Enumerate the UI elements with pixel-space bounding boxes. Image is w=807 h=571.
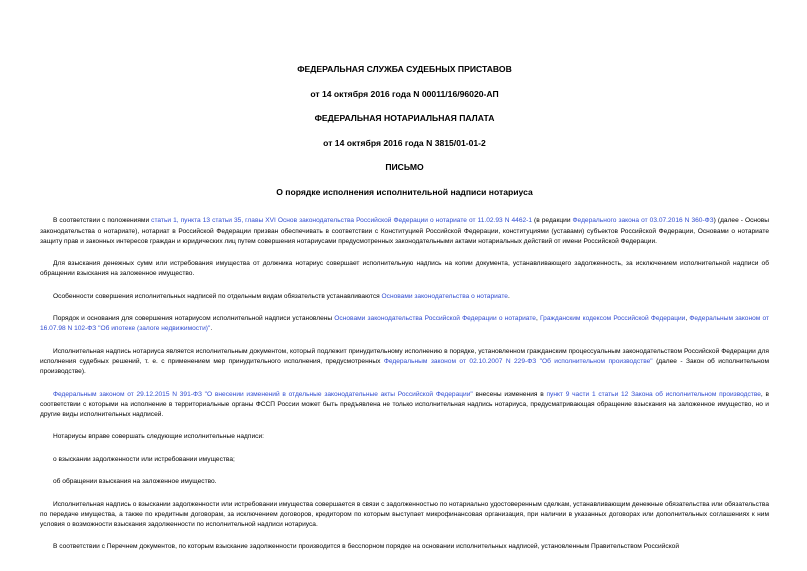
- paragraph-text: ,: [535, 315, 540, 323]
- paragraph-text: , в соответствии с которыми на исполнение в территориальные органы ФССП России может быть предъявлена не только исполнительная надпись нотариуса, предусматривающая обращение взыскания на заложенное имущество, но и другие виды исполнительных надписей.: [40, 390, 769, 418]
- paragraph: [40, 292, 769, 302]
- paragraph-text: Исполнительная надпись нотариуса является исполнительным документом, который подлежит принудительному исполнению в порядке, установленном гражданским процессуальным законодательством Российской Федерации для исполнения судебных решений, т. е. с применением мер принудительного исполнения, предусмотренных: [40, 347, 769, 365]
- paragraph-text: Исполнительная надпись о взыскании задолженности или истребовании имущества совершается в связи с задолженностью по нотариально удостоверенным сделкам, устанавливающим денежные обязательства или обязательства по передаче имущества, а также по кредитным договорам, за исключением договоров, кредитором по которым выступает микрофинансовая организация, при наличии в указанных договорах или дополнительных соглашениях к ним условия о возможности взыскания задолженности по исполнительной надписи нотариуса.: [40, 500, 769, 528]
- paragraph-text: ) (далее - Основы законодательства о нотариате), нотариат в Российской Федерации призван обеспечивать в соответствии с Конституцией Российской Федерации, конституциями (уставами) субъектов Российской Федерации, Основами о нотариате защиту прав и законных интересов граждан и юридических лиц путем совершения нотариусами предусмотренных законодательными актами нотариальных действий от имени Российской Федерации.: [40, 217, 769, 245]
- paragraph: [40, 259, 769, 279]
- paragraph: [40, 314, 769, 334]
- header-doc-type: ПИСЬМО: [385, 162, 424, 173]
- paragraph-text: Для взыскания денежных сумм или истребования имущества от должника нотариус совершает исполнительную надпись на копии документа, устанавливающего задолженность, за исключением исполнительной надписи об обращении взыскания на заложенное имущество.: [40, 260, 769, 278]
- header-agency-1: ФЕДЕРАЛЬНАЯ СЛУЖБА СУДЕБНЫХ ПРИСТАВОВ: [297, 64, 512, 74]
- paragraph: [40, 500, 769, 531]
- paragraph: [40, 390, 769, 421]
- paragraph: [40, 347, 769, 378]
- paragraph-text: Нотариусы вправе совершать следующие исполнительные надписи:: [53, 433, 264, 441]
- paragraph-text: Порядок и основания для совершения нотариусом исполнительной надписи установлены: [53, 315, 335, 323]
- document-header: [40, 64, 769, 173]
- header-date-2: от 14 октября 2016 года N 3815/01-01-2: [323, 137, 486, 148]
- paragraph-text: В соответствии с Перечнем документов, по которым взыскание задолженности производится в бесспорном порядке на основании исполнительных надписей, установленным Правительством Российской: [53, 543, 680, 551]
- law-reference-link[interactable]: пункт 9 части 1 статьи 12 Закона об исполнительном производстве: [546, 390, 761, 398]
- law-reference-link[interactable]: Основами законодательства о нотариате: [381, 292, 508, 300]
- paragraph: [40, 455, 769, 465]
- paragraph: [40, 432, 769, 442]
- law-reference-link[interactable]: статьи 1, пункта 13 статьи 35, главы XVI Основ законодательства Российской Федерации о нотариате от 11.02.93 N 4462-1: [151, 217, 533, 225]
- paragraph-text: ,: [685, 315, 690, 323]
- header-agency-2: ФЕДЕРАЛЬНАЯ НОТАРИАЛЬНАЯ ПАЛАТА: [314, 113, 495, 124]
- paragraph-text: об обращении взыскания на заложенное имущество.: [53, 478, 217, 486]
- law-reference-link[interactable]: Федеральным законом от 29.12.2015 N 391-ФЗ "О внесении изменений в отдельные законодательные акты Российской Федерации": [53, 390, 473, 398]
- header-date-1: от 14 октября 2016 года N 00011/16/96020-АП: [310, 88, 499, 99]
- paragraph-text: .: [210, 325, 213, 333]
- document-subject: О порядке исполнения исполнительной надписи нотариуса: [276, 187, 533, 198]
- paragraph-text: Особенности совершения исполнительных надписей по отдельным видам обязательств устанавливаются: [53, 292, 382, 300]
- law-reference-link[interactable]: Федерального закона от 03.07.2016 N 360-ФЗ: [572, 217, 714, 225]
- law-reference-link[interactable]: Гражданским кодексом Российской Федерации: [539, 315, 686, 323]
- paragraph-text: о взыскании задолженности или истребовании имущества;: [53, 455, 235, 463]
- paragraph-text: .: [507, 292, 510, 300]
- law-reference-link[interactable]: Основами законодательства Российской Федерации о нотариате: [334, 315, 536, 323]
- paragraph: [40, 542, 769, 552]
- paragraph-text: (далее - Закон об исполнительном производстве).: [40, 357, 769, 376]
- law-reference-link[interactable]: Федеральным законом от 02.10.2007 N 229-ФЗ "Об исполнительном производстве": [383, 357, 653, 365]
- paragraph-text: внесены изменения в: [472, 390, 547, 398]
- law-reference-link[interactable]: Федеральным законом от 16.07.98 N 102-ФЗ "Об ипотеке (залоге недвижимости)": [40, 315, 770, 333]
- paragraph-text: (в редакции: [532, 217, 573, 225]
- document-body: [40, 216, 769, 552]
- paragraph: [40, 477, 769, 487]
- paragraph-text: В соответствии с положениями: [53, 217, 152, 225]
- paragraph: [40, 216, 769, 247]
